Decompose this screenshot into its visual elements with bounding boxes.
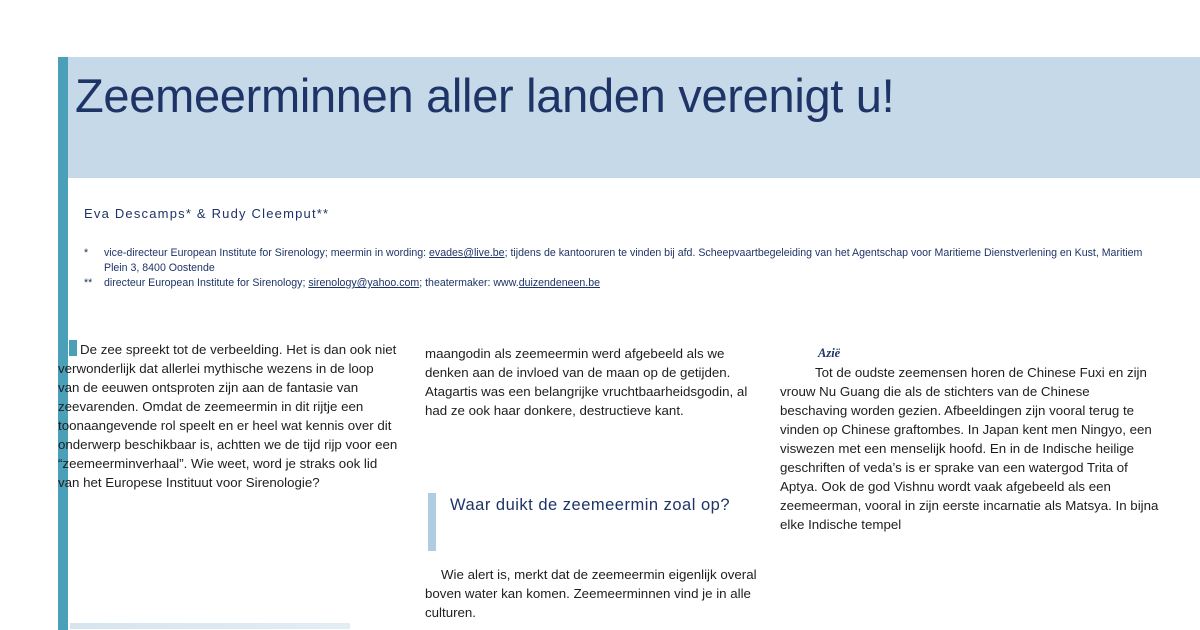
note-text: directeur European Institute for Sirenology; bbox=[104, 277, 309, 289]
note-text: vice-directeur European Institute for Sirenology; meermin in wording: bbox=[104, 247, 430, 259]
subheading-marker bbox=[428, 493, 436, 551]
column-3 bbox=[780, 344, 1160, 534]
authors-line: Eva Descamps* & Rudy Cleemput** bbox=[84, 206, 330, 221]
article-title: Zeemeerminnen aller landen verenigt u! bbox=[75, 69, 895, 122]
author-note-2 bbox=[84, 276, 1164, 291]
body-paragraph: Tot de oudste zeemensen horen de Chinese Fuxi en zijn vrouw Nu Guang die als de stichters van de Chinese beschaving worden gezien. Afbeeldingen zijn vooral terug te vinden op Chinese graftombes. In Japan kent men Ningyo, een viswezen met een menselijk hoofd. En in de Indische heilige geschriften of veda’s is er sprake van een watergod Trita of Aptya. Ook de god Vishnu wordt vaak afgebeeld als een zeemeerman, vooral in zijn eerste incarnatie als Matsya. In bijna elke Indische tempel bbox=[780, 365, 1159, 532]
body-paragraph: Wie alert is, merkt dat de zeemeermin eigenlijk overal boven water kan komen. Zeemeerminnen vind je in alle culturen. bbox=[425, 567, 757, 620]
note-marker: ** bbox=[84, 277, 93, 289]
note-marker: * bbox=[84, 247, 89, 259]
email-link[interactable]: evades@live.be bbox=[429, 247, 505, 259]
author-notes bbox=[84, 246, 1164, 291]
email-link[interactable]: sirenology@yahoo.com bbox=[308, 277, 420, 289]
column-2 bbox=[425, 344, 770, 420]
section-label-azie: Azië bbox=[818, 346, 841, 360]
website-link[interactable]: duizendeneen.be bbox=[518, 277, 601, 289]
intro-paragraph: De zee spreekt tot de verbeelding. Het is dan ook niet verwonderlijk dat allerlei mythische wezens in de loop van de eeuwen ontsproten zijn aan de fantasie van zeevarenden. Omdat de zeemeermin in dit rijtje een toonaangevende rol speelt en er heel wat kennis over dit onderwerp beschikbaar is, achtten we de tijd rijp voor een “zeemeerminverhaal”. Wie weet, word je straks ook lid van het Europese Instituut voor Sirenologie? bbox=[58, 342, 398, 490]
column-1 bbox=[58, 340, 398, 492]
note-text: ; tijdens de kantooruren te vinden bij afd. Scheepvaartbegeleiding van het Agentschap voor Maritieme Dienstverlening en Kust, Maritiem Plein 3, 8400 Oostende bbox=[104, 247, 1143, 274]
author-note-1 bbox=[84, 246, 1164, 276]
note-text: ; theatermaker: www. bbox=[419, 277, 519, 289]
next-heading-fragment bbox=[70, 623, 350, 629]
section-subheading: Waar duikt de zeemeermin zoal op? bbox=[450, 496, 731, 514]
body-paragraph: maangodin als zeemeermin werd afgebeeld als we denken aan de invloed van de maan op de getijden. Atagartis was een belangrijke vruchtbaarheidsgodin, al had ze ook haar donkere, destructieve kant. bbox=[425, 346, 748, 418]
column-2-continued bbox=[425, 565, 770, 622]
